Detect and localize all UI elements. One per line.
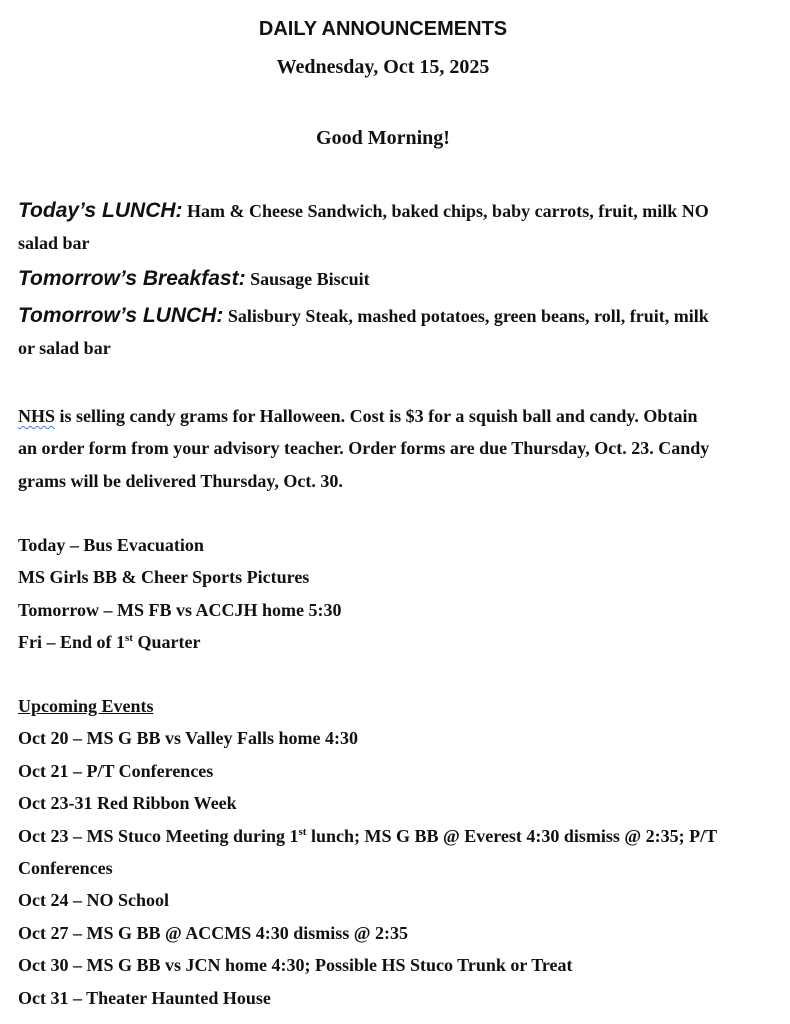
nhs-line-3: grams will be delivered Thursday, Oct. 30.	[18, 470, 343, 491]
upcoming-heading: Upcoming Events	[18, 696, 154, 716]
event-item: Oct 21 – P/T Conferences	[18, 760, 214, 781]
schedule-item: Tomorrow – MS FB vs ACCJH home 5:30	[18, 599, 342, 620]
schedule-item-4-text: Fri – End of 1	[18, 632, 126, 653]
document-date: Wednesday, Oct 15, 2025	[276, 56, 490, 78]
event-item: Oct 31 – Theater Haunted House	[18, 987, 271, 1008]
event-4-text: Oct 23 – MS Stuco Meeting during 1	[18, 825, 299, 846]
event-item: Oct 23-31 Red Ribbon Week	[18, 793, 237, 814]
today-lunch-text-cont: salad bar	[18, 233, 90, 254]
tomorrow-lunch-section	[18, 300, 763, 365]
schedule-item: MS Girls BB & Cheer Sports Pictures	[18, 567, 310, 588]
schedule-item: Today – Bus Evacuation	[18, 535, 204, 555]
nhs-abbr: NHS	[18, 406, 56, 426]
event-item-cont: Conferences	[18, 858, 113, 879]
event-item: Oct 27 – MS G BB @ ACCMS 4:30 dismiss @ 2:35	[18, 922, 408, 943]
event-4-rest: lunch; MS G BB @ Everest 4:30 dismiss @ 2:35; P/T	[306, 825, 718, 846]
today-lunch-line	[18, 195, 763, 227]
event-item	[18, 820, 763, 852]
tomorrow-lunch-text: Salisbury Steak, mashed potatoes, green beans, roll, fruit, milk	[223, 306, 709, 326]
event-item: Oct 30 – MS G BB vs JCN home 4:30; Possible HS Stuco Trunk or Treat	[18, 955, 573, 976]
nhs-text-1: is selling candy grams for Halloween. Cost is $3 for a squish ball and candy. Obtain	[55, 406, 698, 426]
schedule-item-4-rest: Quarter	[132, 632, 201, 653]
tomorrow-breakfast-section	[18, 263, 763, 295]
nhs-line-2: an order form from your advisory teacher. Order forms are due Thursday, Oct. 23. Candy	[18, 438, 710, 459]
ordinal-suffix: st	[125, 632, 133, 645]
tomorrow-breakfast-line	[18, 263, 763, 295]
tomorrow-breakfast-label: Tomorrow’s Breakfast:	[18, 267, 246, 290]
schedule-list	[18, 529, 763, 659]
today-lunch-section	[18, 195, 763, 260]
ordinal-suffix: st	[298, 825, 307, 838]
tomorrow-lunch-label: Tomorrow’s LUNCH:	[18, 304, 224, 327]
schedule-item	[18, 626, 763, 658]
tomorrow-breakfast-text: Sausage Biscuit	[245, 269, 370, 289]
upcoming-events	[18, 690, 763, 1014]
greeting: Good Morning!	[316, 127, 450, 149]
tomorrow-lunch-line	[18, 300, 763, 332]
nhs-paragraph	[18, 400, 763, 497]
event-item: Oct 20 – MS G BB vs Valley Falls home 4:30	[18, 728, 359, 749]
document-title: DAILY ANNOUNCEMENTS	[258, 18, 508, 40]
tomorrow-lunch-text-cont: or salad bar	[18, 338, 111, 359]
today-lunch-label: Today’s LUNCH:	[18, 199, 183, 222]
nhs-line-1	[18, 400, 763, 432]
today-lunch-text: Ham & Cheese Sandwich, baked chips, baby carrots, fruit, milk NO	[182, 201, 709, 221]
event-item: Oct 24 – NO School	[18, 890, 169, 911]
